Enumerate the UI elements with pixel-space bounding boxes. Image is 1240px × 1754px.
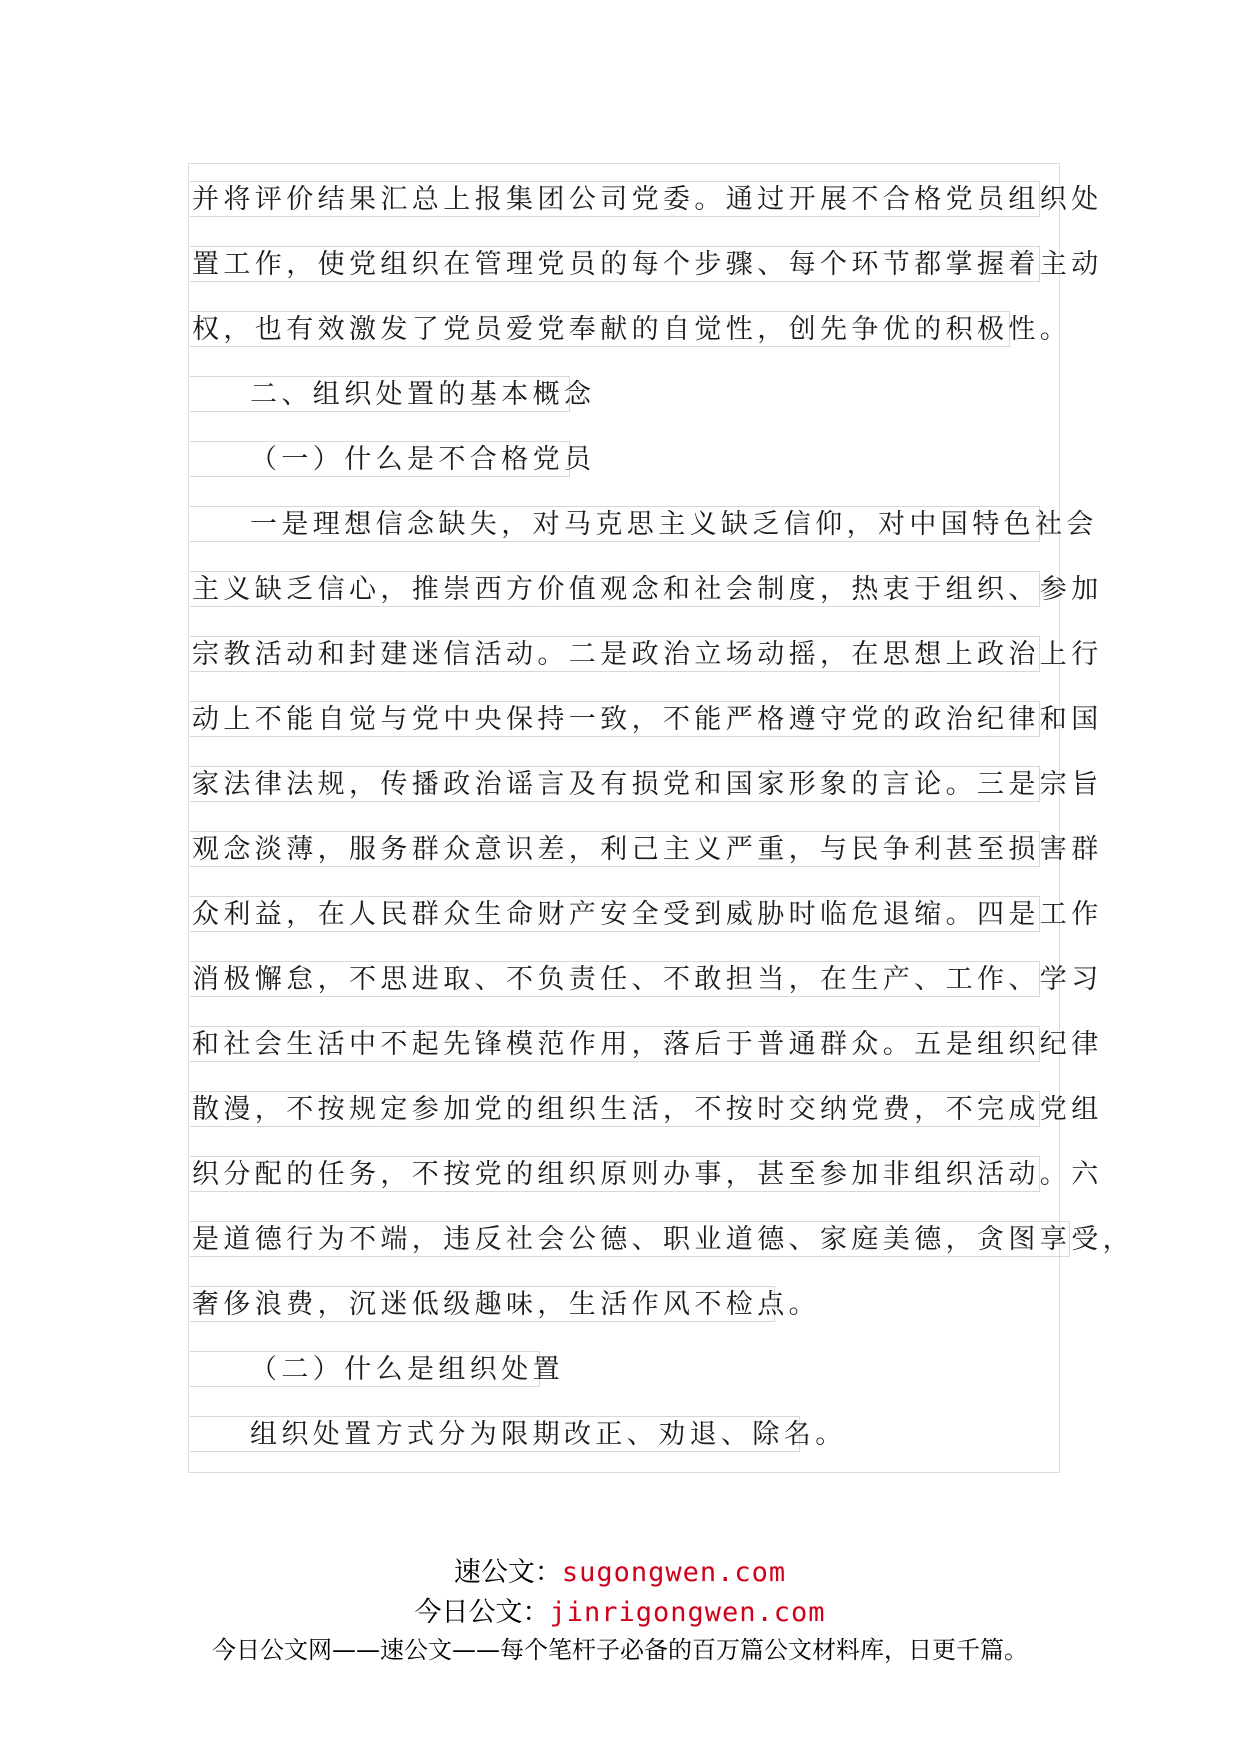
text-line: 并将评价结果汇总上报集团公司党委。通过开展不合格党员组织处: [190, 181, 1040, 217]
paragraph-first-line: 组织处置方式分为限期改正、劝退、除名。: [190, 1416, 800, 1452]
text-line: 宗教活动和封建迷信活动。二是政治立场动摇，在思想上政治上行: [190, 636, 1040, 672]
section-heading: 二、组织处置的基本概念: [190, 376, 570, 412]
paragraph-first-line: 一是理想信念缺失，对马克思主义缺乏信仰，对中国特色社会: [190, 506, 1040, 542]
text-line: 是道德行为不端，违反社会公德、职业道德、家庭美德，贪图享受，: [190, 1221, 1070, 1257]
footer-line-jinrigongwen: [0, 1590, 1240, 1629]
footer-label: 今日公文：: [414, 1597, 550, 1628]
footer-site-link[interactable]: sugongwen.com: [561, 1557, 787, 1588]
text-line: 动上不能自觉与党中央保持一致，不能严格遵守党的政治纪律和国: [190, 701, 1040, 737]
footer-tagline: 今日公文网——速公文——每个笔杆子必备的百万篇公文材料库，日更千篇。: [212, 1636, 1028, 1664]
text-line: 家法律法规，传播政治谣言及有损党和国家形象的言论。三是宗旨: [190, 766, 1040, 802]
text-line: 织分配的任务，不按党的组织原则办事，甚至参加非组织活动。六: [190, 1156, 1040, 1192]
text-line: 观念淡薄，服务群众意识差，利己主义严重，与民争利甚至损害群: [190, 831, 1040, 867]
footer-line-sugongwen: [0, 1550, 1240, 1589]
text-line: 众利益，在人民群众生命财产安全受到威胁时临危退缩。四是工作: [190, 896, 1040, 932]
text-line: 和社会生活中不起先锋模范作用，落后于普通群众。五是组织纪律: [190, 1026, 1040, 1062]
text-line: 置工作，使党组织在管理党员的每个步骤、每个环节都掌握着主动: [190, 246, 1040, 282]
text-line: 权，也有效激发了党员爱党奉献的自觉性，创先争优的积极性。: [190, 311, 1010, 347]
footer-site-link[interactable]: jinrigongwen.com: [549, 1597, 826, 1628]
text-line: 主义缺乏信心，推崇西方价值观念和社会制度，热衷于组织、参加: [190, 571, 1040, 607]
subsection-heading: （二）什么是组织处置: [190, 1351, 540, 1387]
text-line: 消极懈怠，不思进取、不负责任、不敢担当，在生产、工作、学习: [190, 961, 1040, 997]
footer-label: 速公文：: [453, 1557, 562, 1588]
page-content-frame: [188, 163, 1060, 1473]
subsection-heading: （一）什么是不合格党员: [190, 441, 570, 477]
text-line: 散漫，不按规定参加党的组织生活，不按时交纳党费，不完成党组: [190, 1091, 1040, 1127]
text-line: 奢侈浪费，沉迷低级趣味，生活作风不检点。: [190, 1286, 775, 1322]
